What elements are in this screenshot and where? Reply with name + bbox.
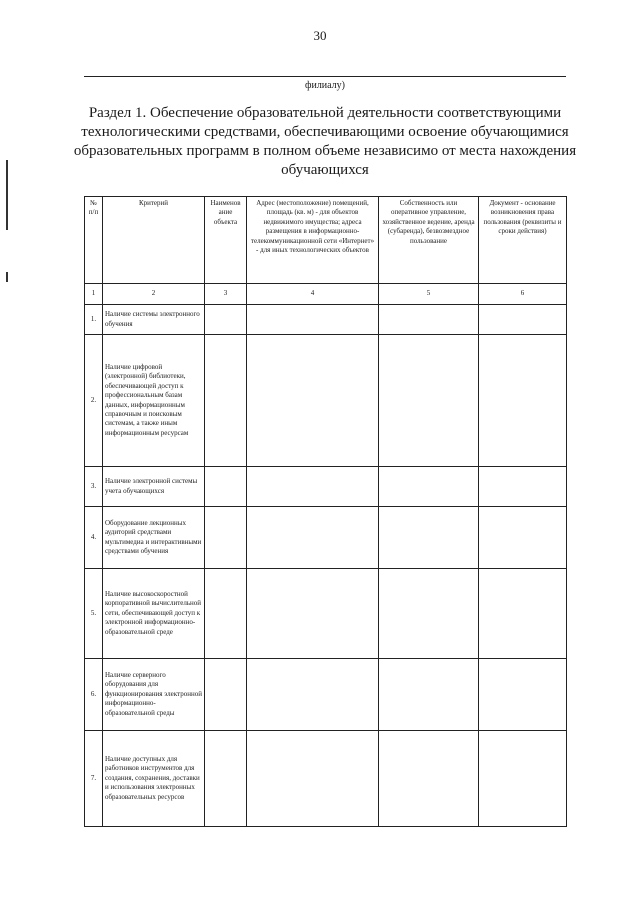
- address-cell: [247, 335, 379, 467]
- row-number: 6.: [85, 659, 103, 731]
- document-cell: [479, 335, 567, 467]
- row-number: 3.: [85, 467, 103, 507]
- table-row: [85, 507, 567, 569]
- object-name-cell: [205, 507, 247, 569]
- table-row: [85, 305, 567, 335]
- document-cell: [479, 467, 567, 507]
- row-criterion: Наличие цифровой (электронной) библиотеки, обеспечивающей доступ к профессиональным базам данных, информационным справочным и поисковым системам, а также иным информационным ресурсам: [103, 335, 205, 467]
- document-cell: [479, 507, 567, 569]
- margin-mark: [6, 272, 8, 282]
- top-rule: [84, 76, 566, 77]
- row-criterion: Наличие электронной системы учета обучающихся: [103, 467, 205, 507]
- address-cell: [247, 569, 379, 659]
- section-title: Раздел 1. Обеспечение образовательной деятельности соответствующими технологическими средствами, обеспечивающими освоение обучающимися образовательных программ в полном объеме независимо от места нахождения обучающихся: [73, 105, 577, 178]
- document-cell: [479, 731, 567, 827]
- header-document: Документ - основание возникновения права пользования (реквизиты и сроки действия): [479, 197, 567, 284]
- row-number: 1.: [85, 305, 103, 335]
- header-ownership: Собственность или оперативное управление, хозяйственное ведение, аренда (субаренда), безвозмездное пользование: [379, 197, 479, 284]
- ownership-cell: [379, 335, 479, 467]
- column-number: 4: [247, 284, 379, 305]
- address-cell: [247, 731, 379, 827]
- object-name-cell: [205, 335, 247, 467]
- object-name-cell: [205, 305, 247, 335]
- object-name-cell: [205, 569, 247, 659]
- object-name-cell: [205, 467, 247, 507]
- column-number-row: [85, 284, 567, 305]
- header-criterion: Критерий: [103, 197, 205, 284]
- object-name-cell: [205, 731, 247, 827]
- address-cell: [247, 507, 379, 569]
- row-criterion: Наличие высокоскоростной корпоративной вычислительной сети, обеспечивающей доступ к электронной информационно-образовательной среде: [103, 569, 205, 659]
- column-number: 3: [205, 284, 247, 305]
- top-rule-label: филиалу): [304, 80, 346, 91]
- table-row: [85, 731, 567, 827]
- table-row: [85, 467, 567, 507]
- ownership-cell: [379, 569, 479, 659]
- header-address: Адрес (местоположение) помещений, площадь (кв. м) - для объектов недвижимого имущества; адреса размещения в информационно-телекоммуникационной сети «Интернет» - для иных технологических объектов: [247, 197, 379, 284]
- table-row: [85, 659, 567, 731]
- table-row: [85, 569, 567, 659]
- margin-mark: [6, 160, 8, 230]
- row-criterion: Наличие системы электронного обучения: [103, 305, 205, 335]
- address-cell: [247, 305, 379, 335]
- document-cell: [479, 659, 567, 731]
- document-cell: [479, 305, 567, 335]
- document-cell: [479, 569, 567, 659]
- row-number: 5.: [85, 569, 103, 659]
- header-object-name: Наименов ание объекта: [205, 197, 247, 284]
- ownership-cell: [379, 305, 479, 335]
- column-number: 2: [103, 284, 205, 305]
- row-criterion: Оборудование лекционных аудиторий средствами мультимедиа и интерактивными средствами обучения: [103, 507, 205, 569]
- ownership-cell: [379, 731, 479, 827]
- table-row: [85, 335, 567, 467]
- table-header-row: [85, 197, 567, 284]
- row-number: 2.: [85, 335, 103, 467]
- ownership-cell: [379, 467, 479, 507]
- row-criterion: Наличие серверного оборудования для функционирования электронной информационно-образовательной среды: [103, 659, 205, 731]
- object-name-cell: [205, 659, 247, 731]
- column-number: 6: [479, 284, 567, 305]
- criteria-table: [84, 196, 567, 827]
- row-number: 7.: [85, 731, 103, 827]
- column-number: 1: [85, 284, 103, 305]
- ownership-cell: [379, 659, 479, 731]
- column-number: 5: [379, 284, 479, 305]
- address-cell: [247, 467, 379, 507]
- row-criterion: Наличие доступных для работников инструментов для создания, сохранения, доставки и использования электронных образовательных ресурсов: [103, 731, 205, 827]
- ownership-cell: [379, 507, 479, 569]
- address-cell: [247, 659, 379, 731]
- row-number: 4.: [85, 507, 103, 569]
- header-number: № п/п: [85, 197, 103, 284]
- page-number: 30: [313, 28, 327, 43]
